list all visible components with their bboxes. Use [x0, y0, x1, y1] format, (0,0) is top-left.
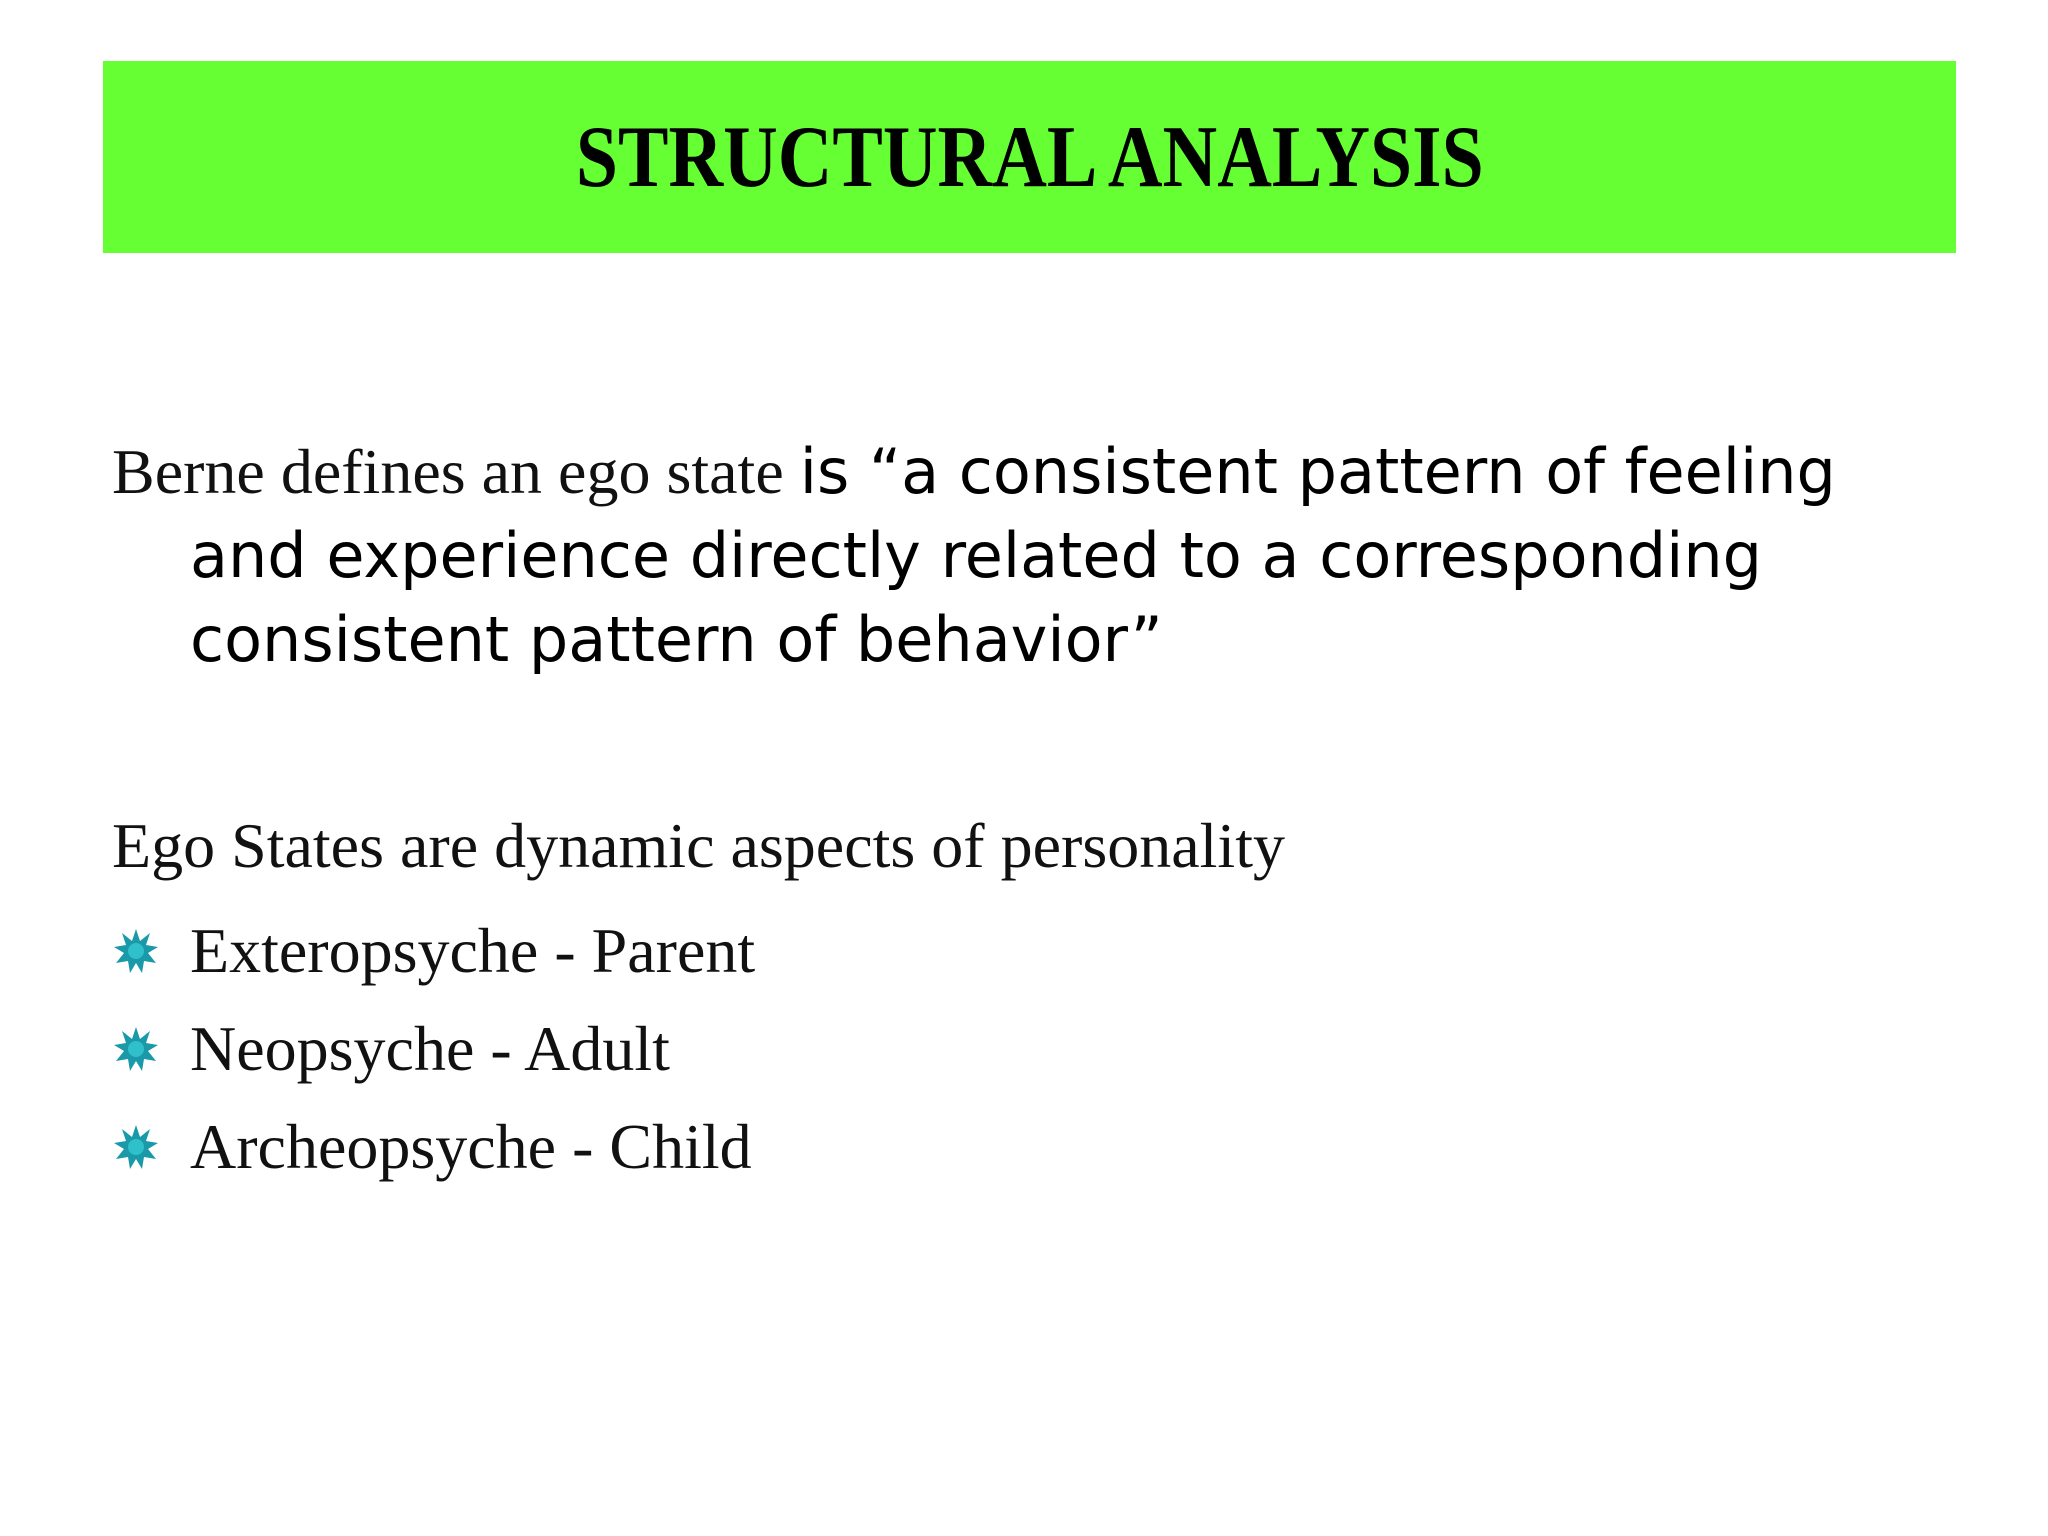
title-bar — [103, 61, 1956, 253]
slide-title: STRUCTURAL ANALYSIS — [575, 108, 1484, 206]
slide-content — [112, 430, 1942, 1196]
list-item — [112, 1098, 1942, 1196]
list-item — [112, 1000, 1942, 1098]
bullet-label: Archeopsyche - Child — [190, 1111, 752, 1182]
ego-states-list — [112, 902, 1942, 1196]
starburst-bullet-icon — [112, 1025, 190, 1073]
definition-lead: Berne defines an ego state — [112, 436, 800, 507]
definition-paragraph — [112, 430, 1942, 682]
definition-quote: is “a consistent pattern of feeling and experience directly related to a corresponding consistent pattern of behavior” — [190, 435, 1836, 676]
bullet-label: Neopsyche - Adult — [190, 1013, 670, 1084]
starburst-bullet-icon — [112, 1123, 190, 1171]
ego-states-heading: Ego States are dynamic aspects of personality — [112, 810, 1285, 881]
starburst-bullet-icon — [112, 927, 190, 975]
list-item — [112, 902, 1942, 1000]
bullet-label: Exteropsyche - Parent — [190, 915, 756, 986]
